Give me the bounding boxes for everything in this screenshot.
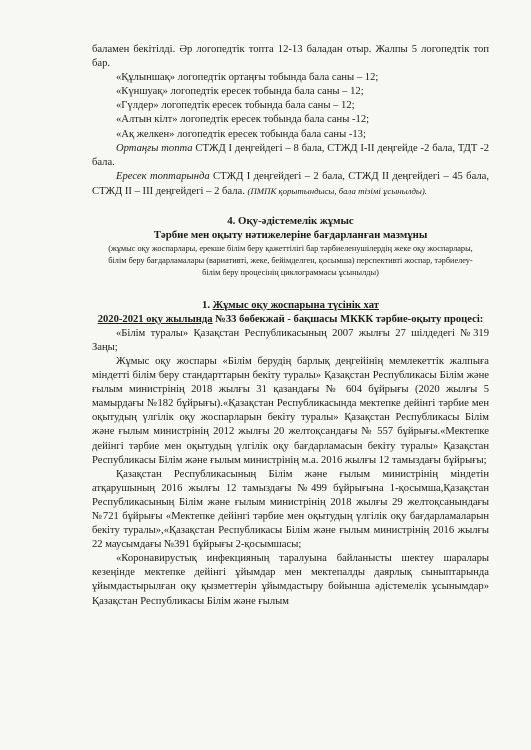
- curriculum-paragraph: Жұмыс оқу жоспары «Білім берудің барлық деңгейінің мемлекеттік жалпыға міндетті білім беру стандарттарын бекіту туралы» Қазақстан Республикасы Білім және ғылым министрінің 2018 жылғы 31 қазандағы № 604 бұйрығы (2020 жылғы 5 мамырдағы №182 бұйрығы).«Қазақстан Республикасында мектепке дейінгі тәрбие мен оқытудың үлгілік оқу жоспарларын бекіту туралы» Қазақстан Республикасы Білім және ғылым министрінің 2012 жылғы 20 желтоқсандағы № 557 бұйрығы.«Мектепке дейінгі тәрбие мен оқытудың үлгілік оқу бағдарламасын бекіту туралы» Қазақстан Республикасы Білім және ғылым министрінің м.а. 2016 жылғы 12 тамыздағы бұйрығы;: [92, 355, 489, 466]
- law-paragraph: «Білім туралы» Қазақстан Республикасының 2007 жылғы 27 шілдедегі №319 Заңы;: [92, 327, 489, 353]
- section-4-subtitle: Тәрбие мен оқыту нәтижелеріне бағдарланған мазмұны: [153, 229, 428, 242]
- section-1-title: [92, 299, 489, 313]
- group-item: «Гүлдер» логопедтік ересек тобында бала саны – 12;: [116, 100, 355, 112]
- group-item: «Күншуақ» логопедтік ересек тобында бала саны – 12;: [116, 86, 364, 98]
- intro-paragraph: баламен бекітілді. Әр логопедтік топта 12-13 баладан отыр. Жалпы 5 логопедтік топ бар.: [92, 44, 489, 70]
- senior-group-label: Ересек топтарында: [116, 170, 210, 182]
- middle-group-text: СТЖД І деңгейдегі – 8 бала, СТЖД І-ІІ деңгейде -2 бала, ТДТ -2 бала.: [92, 142, 489, 168]
- group-item: «Ақ желкен» логопедтік ересек тобында бала саны -13;: [116, 128, 366, 140]
- section-1-subtitle: [92, 313, 489, 327]
- section-4-title: 4. Оқу-әдістемелік жұмыс: [227, 215, 354, 228]
- middle-group-paragraph: [92, 142, 489, 170]
- senior-group-text: СТЖД І деңгейдегі – 2 бала, СТЖД ІІ деңгейдегі – 45 бала, СТЖД ІІ – ІІІ деңгейдегі – 2 бала.: [92, 170, 489, 197]
- middle-group-label: Ортаңғы топта: [116, 142, 193, 154]
- section-1-title-text: Жұмыс оқу жоспарына түсінік хат: [212, 299, 379, 311]
- section-1-number: 1.: [202, 299, 213, 311]
- senior-group-paragraph: [92, 170, 489, 199]
- coronavirus-paragraph: «Коронавирустық инфекцияның таралуына байланысты шектеу шаралары кезеңінде мектепке дейінгі ұйымдар мен мектепалды даярлық сыныптарында ұйымдастырылған оқу қызметтерін ұйымдастыру бойынша әдістемелік ұсынымдар» Қазақстан Республикасы Білім және ғылым: [92, 553, 489, 607]
- order-paragraph: Қазақстан Республикасының Білім және ғылым министрінің міндетін атқарушының 2016 жылғы 12 тамыздағы №499 бұйрығына 1-қосымша,Қазақстан Республикасының Білім және ғылым министрінің 2018 жылғы 29 желтоқсанындағы №721 бұйрығы «Мектепке дейінгі тәрбие мен оқытудың үлгілік оқу бағдарламаларын бекіту туралы»,«Қазақстан Республикасы Білім және ғылым министрінің 2016 жылғы 22 маусымдағы №391 бұйрығы 2-қосымшасы;: [92, 468, 489, 551]
- section-4-note: (жұмыс оқу жоспарлары, ерекше білім беру қажеттілігі бар тәрбиеленушілердің жеке оқу жоспарлары, білім беру бағдарламалары (вариативті, жеке, бейімделген, қосымша) перспективті жоспар, тәрбиелеу-білім беру процесінің циклограммасы ұсынылды): [108, 244, 473, 277]
- academic-year: 2020-2021 оқу жылында: [97, 313, 213, 325]
- group-item: «Алтын кілт» логопедтік ересек тобында бала саны -12;: [116, 114, 370, 126]
- pmpk-note: (ПМПК қорытындысы, бала тізімі ұсынылды).: [247, 185, 427, 196]
- institution-line: №33 бөбекжай - бақшасы МККК тәрбие-оқыту процесі:: [212, 313, 484, 325]
- group-list: [92, 71, 489, 141]
- group-item: «Құлыншақ» логопедтік ортаңғы тобында бала саны – 12;: [116, 72, 379, 84]
